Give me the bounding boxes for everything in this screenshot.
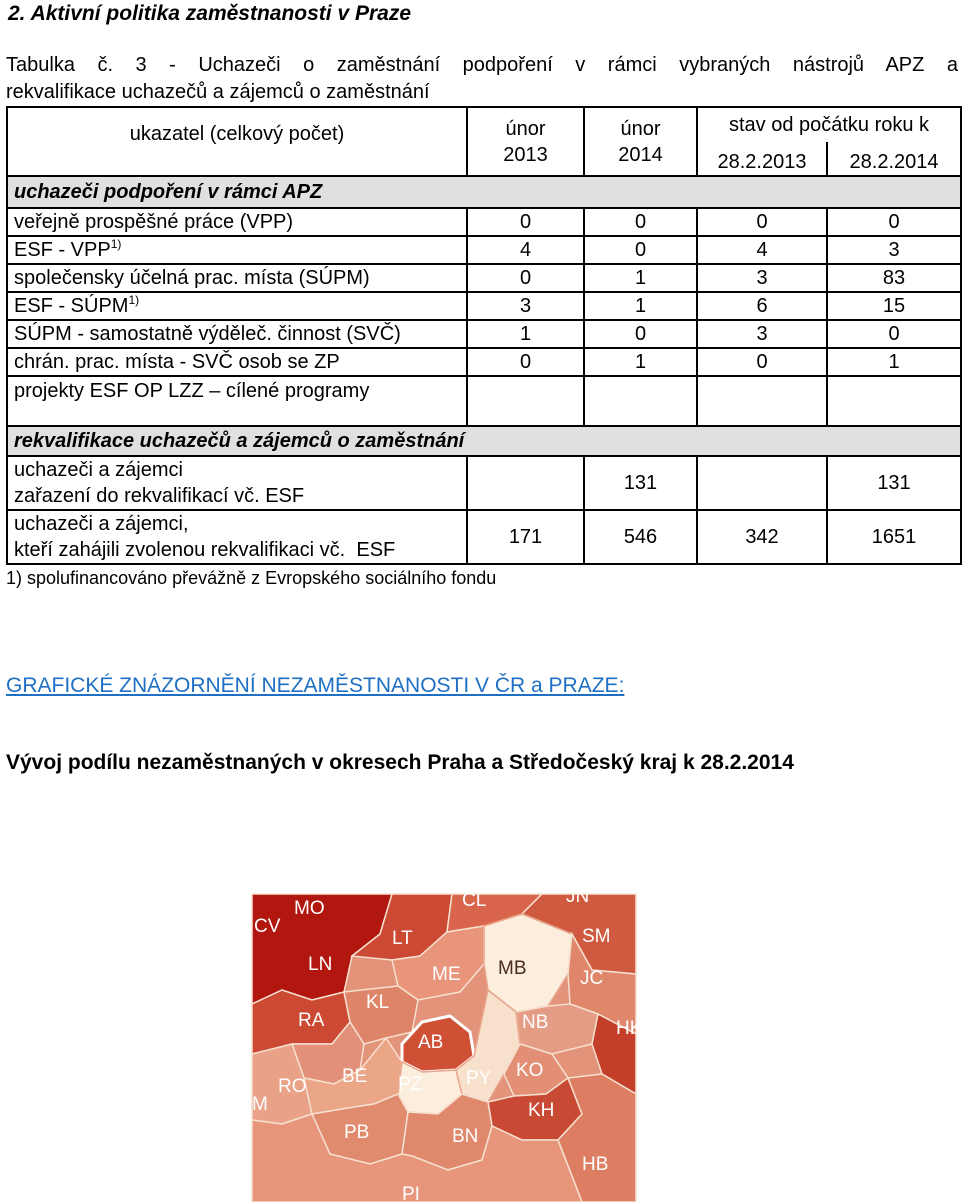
district-label: KO xyxy=(516,1060,544,1081)
row-label: SÚPM - samostatně výděleč. činnost (SVČ) xyxy=(7,320,467,348)
cell-value: 4 xyxy=(697,236,827,264)
header-col-to-2013: 28.2.2013 xyxy=(697,142,827,176)
table-caption xyxy=(6,52,958,106)
header-indicator: ukazatel (celkový počet) xyxy=(7,107,467,176)
row-label: uchazeči a zájemci zařazení do rekvalifikací vč. ESF xyxy=(7,456,467,510)
table-row xyxy=(7,510,961,564)
table-row xyxy=(7,264,961,292)
cell-value: 0 xyxy=(467,348,584,376)
district-label: MO xyxy=(294,898,325,919)
cell-value: 0 xyxy=(584,236,697,264)
cell-value: 0 xyxy=(584,208,697,236)
district-label: PZ xyxy=(398,1074,423,1095)
district-label: RA xyxy=(298,1010,325,1031)
table-row xyxy=(7,376,961,426)
cell-value: 4 xyxy=(467,236,584,264)
caption-line-2: rekvalifikace uchazečů a zájemců o zaměstnání xyxy=(6,81,430,103)
row-label: projekty ESF OP LZZ – cílené programy xyxy=(7,376,467,426)
district-label: BN xyxy=(452,1126,479,1147)
cell-value xyxy=(467,456,584,510)
cell-value xyxy=(697,456,827,510)
caption-line-1: Tabulka č. 3 - Uchazeči o zaměstnání podpoření v rámci vybraných nástrojů APZ a xyxy=(6,54,958,76)
district-label: PY xyxy=(466,1068,492,1089)
cell-value: 546 xyxy=(584,510,697,564)
cell-value: 131 xyxy=(584,456,697,510)
cell-value: 342 xyxy=(697,510,827,564)
cell-value xyxy=(697,376,827,426)
district-label: LN xyxy=(308,954,333,975)
table-row xyxy=(7,348,961,376)
table-row xyxy=(7,456,961,510)
table-row xyxy=(7,292,961,320)
cell-value: 0 xyxy=(467,264,584,292)
district-label: MB xyxy=(498,958,527,979)
district-label: ME xyxy=(432,964,461,985)
row-label: ESF - VPP$^{1)}$ xyxy=(7,236,467,264)
row-label: ESF - SÚPM$^{1)}$ xyxy=(7,292,467,320)
cell-value: 1 xyxy=(584,264,697,292)
cell-value: 3 xyxy=(467,292,584,320)
cell-value: 131 xyxy=(827,456,961,510)
row-label: veřejně prospěšné práce (VPP) xyxy=(7,208,467,236)
cell-value xyxy=(827,376,961,426)
section-heading: 2. Aktivní politika zaměstnanosti v Praze xyxy=(8,2,412,25)
district-unemployment-map xyxy=(252,886,643,1202)
footnote: 1) spolufinancováno převážně z Evropského sociálního fondu xyxy=(6,568,497,588)
header-cumulative: stav od počátku roku k xyxy=(697,107,961,142)
district-label: PI xyxy=(402,1184,420,1202)
header-col-feb-2013: únor 2013 xyxy=(467,107,584,176)
district-label: CV xyxy=(254,916,281,937)
district-label: NB xyxy=(522,1012,549,1033)
header-col-to-2014: 28.2.2014 xyxy=(827,142,961,176)
section-apz-header: uchazeči podpoření v rámci APZ xyxy=(7,176,961,208)
district-label: KL xyxy=(366,992,390,1013)
cell-value: 1 xyxy=(827,348,961,376)
district-label: HB xyxy=(582,1154,609,1175)
district-label: PB xyxy=(344,1122,370,1143)
row-label: společensky účelná prac. místa (SÚPM) xyxy=(7,264,467,292)
district-label: SM xyxy=(582,926,611,947)
district-label: BE xyxy=(342,1066,368,1087)
district-label: KH xyxy=(528,1100,555,1121)
header-col-feb-2014: únor 2014 xyxy=(584,107,697,176)
cell-value: 3 xyxy=(697,264,827,292)
table-row xyxy=(7,208,961,236)
district-label: LT xyxy=(392,928,413,949)
district-label: JC xyxy=(580,968,604,989)
cell-value: 1 xyxy=(467,320,584,348)
cell-value: 1651 xyxy=(827,510,961,564)
cell-value: 15 xyxy=(827,292,961,320)
cell-value: 0 xyxy=(697,208,827,236)
district-label: JN xyxy=(566,886,590,907)
cell-value: 83 xyxy=(827,264,961,292)
cell-value: 6 xyxy=(697,292,827,320)
cell-value: 0 xyxy=(827,320,961,348)
row-label: chrán. prac. místa - SVČ osob se ZP xyxy=(7,348,467,376)
cell-value xyxy=(467,376,584,426)
section-rekvalifikace-header: rekvalifikace uchazečů a zájemců o zaměstnání xyxy=(7,426,961,456)
table-row xyxy=(7,236,961,264)
cell-value: 0 xyxy=(467,208,584,236)
cell-value: 171 xyxy=(467,510,584,564)
district-label: AB xyxy=(418,1032,444,1053)
table-row xyxy=(7,320,961,348)
row-label: uchazeči a zájemci, kteří zahájili zvolenou rekvalifikaci vč. ESF xyxy=(7,510,467,564)
cell-value: 1 xyxy=(584,348,697,376)
apz-table xyxy=(6,106,962,565)
cell-value xyxy=(584,376,697,426)
cell-value: 0 xyxy=(827,208,961,236)
cell-value: 3 xyxy=(827,236,961,264)
cell-value: 3 xyxy=(697,320,827,348)
district-label: HK xyxy=(616,1018,643,1039)
cell-value: 1 xyxy=(584,292,697,320)
district-label: M xyxy=(252,1094,268,1115)
cell-value: 0 xyxy=(584,320,697,348)
charts-section-link[interactable]: GRAFICKÉ ZNÁZORNĚNÍ NEZAMĚSTNANOSTI V ČR a PRAZE: xyxy=(6,674,625,697)
table-header-row xyxy=(7,107,961,142)
cell-value: 0 xyxy=(697,348,827,376)
district-label: RO xyxy=(278,1076,307,1097)
district-label: CL xyxy=(462,890,487,911)
map-title: Vývoj podílu nezaměstnaných v okresech Praha a Středočeský kraj k 28.2.2014 xyxy=(6,751,794,774)
